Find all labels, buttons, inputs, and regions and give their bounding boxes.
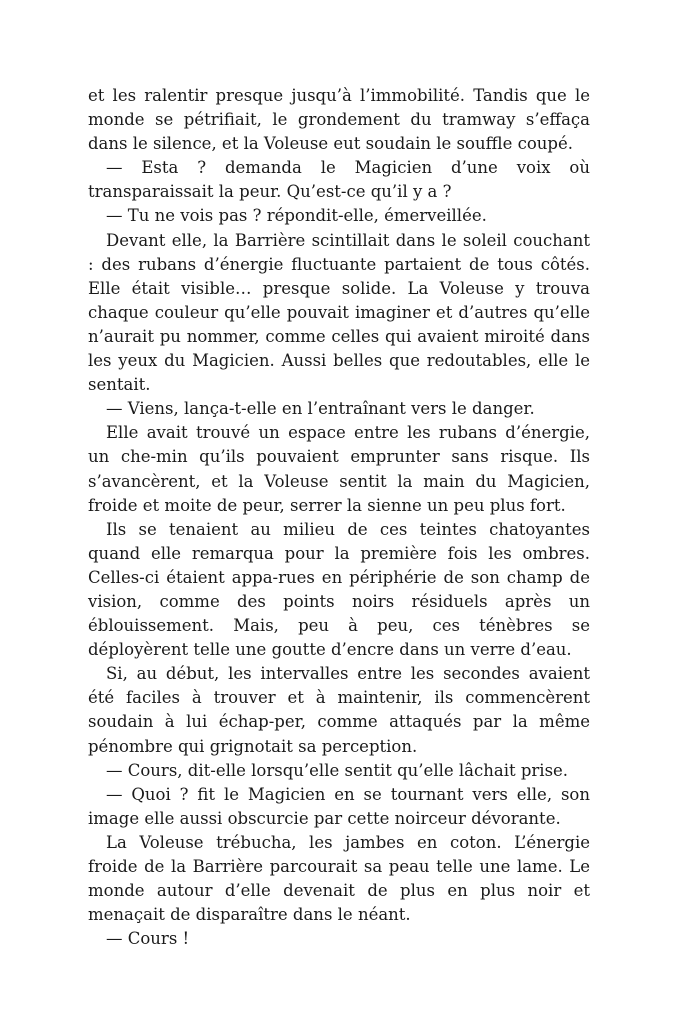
paragraph: Si, au début, les intervalles entre les secondes avaient été faciles à trouver et à maintenir, ils commencèrent soudain à lui échap-per, comme attaqués par la même pénombre qui grignotait sa perception. xyxy=(88,664,590,756)
paragraph-continuation: et les ralentir presque jusqu’à l’immobilité. Tandis que le monde se pétrifiait, le grondement du tramway s’effaça dans le silence, et la Voleuse eut soudain le souffle coupé. xyxy=(88,86,590,154)
dialogue-line: — Tu ne vois pas ? répondit-elle, émerveillée. xyxy=(106,206,487,226)
paragraph: Ils se tenaient au milieu de ces teintes chatoyantes quand elle remarqua pour la première fois les ombres. Celles-ci étaient appa-rues en périphérie de son champ de vision, comme des points noirs résiduels après un éblouissement. Mais, peu à peu, ces ténèbres se déployèrent telle une goutte d’encre dans un verre d’eau. xyxy=(88,519,590,660)
dialogue-line: — Quoi ? fit le Magicien en se tournant vers elle, son image elle aussi obscurcie par cette noirceur dévorante. xyxy=(88,784,590,828)
paragraph: Elle avait trouvé un espace entre les rubans d’énergie, un che-min qu’ils pouvaient emprunter sans risque. Ils s’avancèrent, et la Voleuse sentit la main du Magicien, froide et moite de peur, serrer la sienne un peu plus fort. xyxy=(88,423,590,515)
paragraph: Devant elle, la Barrière scintillait dans le soleil couchant : des rubans d’énergie fluctuante partaient de tous côtés. Elle était visible… presque solide. La Voleuse y trouva chaque couleur qu’elle pouvait imaginer et d’autres qu’elle n’aurait pu nommer, comme celles qui avaient miroité dans les yeux du Magicien. Aussi belles que redoutables, elle le sentait. xyxy=(88,230,590,395)
dialogue-line: — Cours ! xyxy=(106,929,190,949)
dialogue-line: — Cours, dit-elle lorsqu’elle sentit qu’elle lâchait prise. xyxy=(106,760,569,780)
dialogue-line: — Esta ? demanda le Magicien d’une voix où transparaissait la peur. Qu’est-ce qu’il y a ? xyxy=(88,158,590,202)
book-page-body xyxy=(88,84,590,951)
dialogue-line: — Viens, lança-t-elle en l’entraînant vers le danger. xyxy=(106,399,535,419)
paragraph: La Voleuse trébucha, les jambes en coton. L’énergie froide de la Barrière parcourait sa peau telle une lame. Le monde autour d’elle devenait de plus en plus noir et menaçait de disparaître dans le néant. xyxy=(88,832,590,925)
